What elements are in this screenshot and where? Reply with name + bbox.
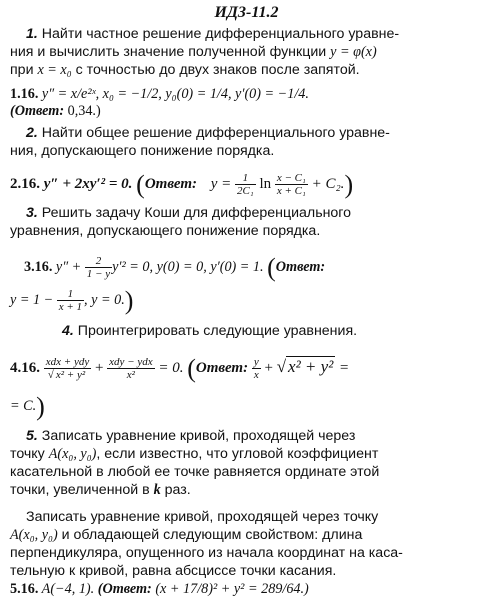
fraction-1-numerator: xdx + ydy	[45, 356, 90, 368]
problem-3-16-open-paren: (	[267, 253, 276, 282]
fraction-2-numerator: x − C₁	[276, 172, 306, 184]
task-5-line-2	[10, 446, 378, 463]
problem-2-16-tail: + C₂.	[311, 175, 345, 192]
task-1-line-1	[26, 26, 399, 43]
problem-4-16-radicand: x² + y²	[288, 356, 334, 376]
fraction-3-numerator: y	[253, 356, 259, 368]
problem-1-16-answer-value: 0,34.)	[64, 103, 101, 119]
task-5b-point: A(x₀, y₀)	[10, 527, 58, 543]
problem-5-16-number: 5.16.	[10, 581, 39, 597]
task-1-text-3a: при	[10, 62, 38, 78]
problem-2-16-line	[10, 172, 353, 197]
problem-2-16-fraction-2	[275, 172, 308, 197]
task-5-text-1: Записать уравнение кривой, проходящей через	[37, 428, 356, 444]
task-1-text-3b: с точностью до двух знаков после запятой.	[71, 62, 360, 78]
problem-1-16-equation: y″ = x/e²ˣ, x₀ = −1/2, y₀(0) = 1/4, y′(0) = −1/4.	[38, 86, 309, 102]
task-5-k: k	[153, 482, 161, 498]
problem-2-16-open-paren: (	[136, 170, 145, 199]
problem-4-16-open-paren: (	[187, 354, 196, 383]
task-5b-text-4: тельную к кривой, равна абсциссе точки касания.	[10, 563, 337, 579]
problem-3-16-eq-a: y″ +	[52, 258, 82, 275]
problem-2-16-equation: y″ + 2xy′² = 0.	[40, 175, 133, 192]
problem-2-16-ln: ln	[259, 175, 272, 192]
task-2-text-1: Найти общее решение дифференциального уравне-	[37, 125, 390, 141]
task-1-point: x = x₀	[37, 62, 72, 78]
problem-4-16-answer-label: Ответ:	[195, 359, 249, 376]
problem-3-16-fraction-1	[85, 255, 112, 280]
problem-2-16-y: y =	[210, 175, 232, 192]
task-3-text-2: уравнения, допускающего понижение порядка.	[10, 223, 321, 239]
fraction-2-numerator: xdy − ydx	[109, 356, 153, 368]
task-2-line-1	[26, 125, 390, 142]
task-4-number: 4.	[62, 323, 74, 339]
problem-5-16-point: A(−4, 1).	[38, 581, 95, 597]
task-5b-line-3	[10, 545, 403, 562]
problem-3-16-fraction-2	[57, 288, 84, 313]
problem-3-16-number: 3.16.	[24, 258, 53, 275]
task-1-line-3	[10, 62, 360, 79]
problem-5-16-line	[10, 581, 309, 598]
problem-3-16-line-2	[10, 288, 133, 313]
task-1-text-1: Найти частное решение дифференциального уравне-	[37, 26, 400, 42]
problem-5-16-answer-value: (x + 17/8)² + y² = 289/64.)	[151, 581, 309, 597]
fraction-1-denominator: √ x² + y²	[47, 369, 86, 381]
problem-5-16-answer-label: (Ответ:	[97, 581, 152, 597]
fraction-1-radicand: x² + y²	[55, 369, 86, 381]
task-5-line-1	[26, 428, 355, 445]
problem-4-16-plus-2: +	[264, 359, 273, 376]
task-3-text-1: Решить задачу Коши для дифференциального	[37, 205, 352, 221]
problem-4-16-number: 4.16.	[10, 359, 40, 376]
fraction-3-denominator: x	[253, 369, 259, 381]
problem-4-16-fraction-2	[107, 356, 154, 381]
task-5b-line-4	[10, 563, 336, 580]
problem-4-16-plus: +	[94, 359, 104, 376]
fraction-2-denominator: x + 1	[58, 301, 83, 313]
task-3-number: 3.	[26, 205, 38, 221]
problem-1-16-line-1	[10, 86, 309, 103]
task-3-line-2	[10, 223, 320, 240]
fraction-1-numerator: 2	[85, 255, 112, 268]
problem-4-16-fraction-3	[252, 356, 261, 381]
problem-1-16-number: 1.16.	[10, 86, 39, 102]
task-1-line-2	[10, 44, 377, 61]
problem-3-16-answer-b: , y = 0.	[84, 291, 125, 308]
problem-4-16-sqrt: √ x² + y²	[276, 356, 334, 376]
problem-1-16-answer-label: (Ответ:	[10, 103, 65, 119]
fraction-2-numerator: 1	[57, 288, 84, 301]
fraction-1-numerator: 1	[235, 172, 256, 185]
task-5-text-4a: точки, увеличенной в	[10, 482, 154, 498]
task-2-number: 2.	[26, 125, 38, 141]
fraction-1-denominator: 1 − y	[86, 268, 111, 280]
problem-3-16-close-paren: )	[124, 286, 134, 315]
task-5-text-2b: , если известно, что угловой коэффициент	[96, 446, 379, 462]
task-1-text-2: ния и вычислить значение полученной функции	[10, 44, 331, 60]
problem-4-16-equals: =	[335, 359, 350, 376]
problem-2-16-fraction-1	[235, 172, 256, 197]
problem-4-16-constant: = C.	[10, 398, 37, 414]
fraction-1-denominator: 2C₁	[237, 185, 254, 197]
page-title: ИДЗ-11.2	[214, 4, 279, 21]
task-5-number: 5.	[26, 428, 38, 444]
task-5-line-3	[10, 464, 379, 481]
task-1-function: y = φ(x)	[330, 44, 377, 60]
task-4-text: Проинтегрировать следующие уравнения.	[73, 323, 358, 339]
problem-3-16-eq-b: y′² = 0, y(0) = 0, y′(0) = 1.	[112, 258, 264, 275]
task-2-text-2: ния, допускающего понижение порядка.	[10, 143, 275, 159]
problem-4-16-fraction-1	[44, 356, 91, 381]
task-3-line-1	[26, 205, 351, 222]
fraction-2-denominator: x + C₁	[276, 185, 306, 197]
problem-3-16-line-1	[24, 255, 325, 280]
problem-2-16-number: 2.16.	[10, 175, 40, 192]
task-2-line-2	[10, 143, 274, 160]
problem-4-16-close-paren: )	[36, 392, 45, 422]
task-5b-text-2: и обладающей следующим свойством: длина	[57, 527, 363, 543]
problem-2-16-close-paren: )	[344, 170, 354, 199]
task-4-line	[62, 323, 357, 340]
task-5b-line-2	[10, 527, 362, 544]
problem-4-16-equals-zero: = 0.	[158, 359, 184, 376]
task-5b-line-1	[26, 509, 378, 526]
task-5-line-4	[10, 482, 191, 499]
problem-2-16-answer-label: Ответ:	[144, 175, 197, 192]
problem-4-16-line-1	[10, 356, 349, 381]
fraction-2-denominator: x²	[126, 369, 135, 381]
task-5-point: A(x₀, y₀)	[48, 446, 97, 462]
problem-3-16-answer-label: Ответ:	[275, 258, 326, 275]
problem-4-16-line-2	[10, 392, 45, 422]
problem-3-16-answer-a: y = 1 −	[10, 291, 54, 308]
task-5-text-4b: раз.	[160, 482, 191, 498]
problem-1-16-line-2	[10, 103, 101, 120]
task-5-text-3: касательной в любой ее точке равняется ординате этой	[10, 464, 380, 480]
task-5-text-2a: точку	[10, 446, 49, 462]
task-1-number: 1.	[26, 26, 38, 42]
task-5b-text-3: перпендикуляра, опущенного из начала координат на каса-	[10, 545, 403, 561]
task-5b-text-1: Записать уравнение кривой, проходящей через точку	[26, 509, 379, 525]
